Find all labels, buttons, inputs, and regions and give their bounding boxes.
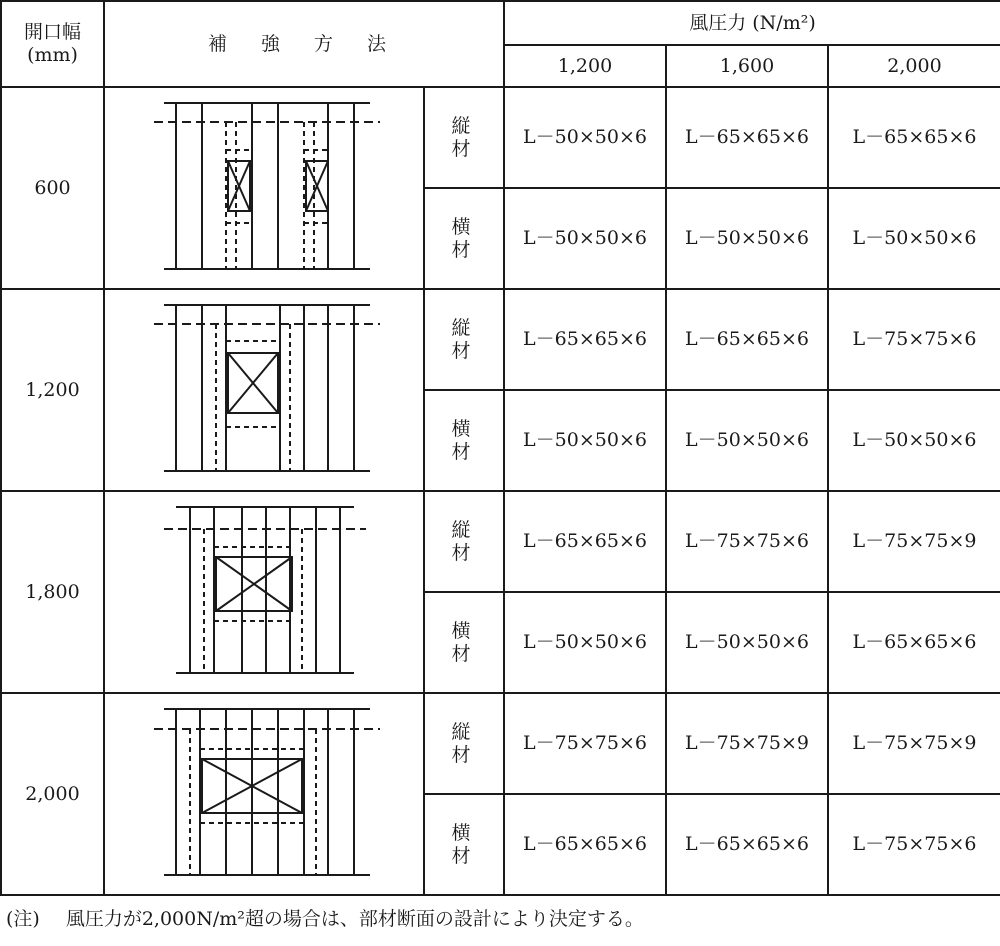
opening-width-header [1, 1, 104, 87]
opening-width-cell: 2,000 [1, 693, 104, 895]
spec-cell: L－50×50×6 [666, 592, 828, 693]
spec-cell: L－75×75×6 [828, 289, 1000, 390]
reinforcement-diagram-1800 [114, 497, 414, 687]
spec-cell: L－75×75×9 [828, 491, 1000, 592]
opening-width-cell: 1,200 [1, 289, 104, 491]
opening-width-unit: (mm) [27, 44, 78, 66]
spec-cell: L－50×50×6 [828, 390, 1000, 491]
opening-width-label: 開口幅 [23, 21, 81, 44]
opening-width-cell: 600 [1, 87, 104, 289]
reinforcement-diagram-1200 [114, 295, 414, 485]
member-vertical-label: 縦 材 [424, 87, 504, 188]
spec-cell: L－65×65×6 [504, 794, 666, 895]
spec-cell: L－50×50×6 [666, 188, 828, 289]
spec-cell: L－50×50×6 [828, 188, 1000, 289]
spec-cell: L－65×65×6 [666, 794, 828, 895]
spec-cell: L－75×75×6 [828, 794, 1000, 895]
footnote-tag: (注) [6, 908, 40, 930]
pressure-header-3: 2,000 [828, 45, 1000, 87]
spec-cell: L－65×65×6 [666, 87, 828, 188]
spec-cell: L－75×75×6 [666, 491, 828, 592]
member-horizontal-label: 横 材 [424, 188, 504, 289]
member-vertical-label: 縦 材 [424, 693, 504, 794]
spec-cell: L－75×75×9 [666, 693, 828, 794]
member-vertical-label: 縦 材 [424, 289, 504, 390]
pressure-header-2: 1,600 [666, 45, 828, 87]
spec-cell: L－65×65×6 [828, 87, 1000, 188]
pressure-header-1: 1,200 [504, 45, 666, 87]
spec-cell: L－50×50×6 [666, 390, 828, 491]
spec-cell: L－50×50×6 [504, 390, 666, 491]
reinforcement-diagram-cell [104, 87, 424, 289]
reinforcement-diagram-cell [104, 693, 424, 895]
spec-cell: L－65×65×6 [504, 289, 666, 390]
reinforcement-diagram-600 [114, 93, 414, 283]
reinforcement-diagram-cell [104, 491, 424, 693]
spec-cell: L－65×65×6 [828, 592, 1000, 693]
reinforcement-diagram-cell [104, 289, 424, 491]
reinforcement-diagram-2000 [114, 699, 414, 889]
reinforcement-method-header: 補 強 方 法 [104, 1, 504, 87]
spec-cell: L－50×50×6 [504, 592, 666, 693]
member-vertical-label: 縦 材 [424, 491, 504, 592]
footnote [6, 904, 644, 931]
wind-pressure-header: 風圧力 (N/m²) [504, 1, 1000, 45]
footnote-text: 風圧力が2,000N/m²超の場合は、部材断面の設計により決定する。 [65, 908, 644, 930]
spec-cell: L－50×50×6 [504, 188, 666, 289]
member-horizontal-label: 横 材 [424, 794, 504, 895]
spec-cell: L－65×65×6 [504, 491, 666, 592]
member-horizontal-label: 横 材 [424, 390, 504, 491]
spec-cell: L－50×50×6 [504, 87, 666, 188]
spec-cell: L－75×75×6 [504, 693, 666, 794]
member-horizontal-label: 横 材 [424, 592, 504, 693]
spec-cell: L－65×65×6 [666, 289, 828, 390]
opening-width-cell: 1,800 [1, 491, 104, 693]
spec-cell: L－75×75×9 [828, 693, 1000, 794]
